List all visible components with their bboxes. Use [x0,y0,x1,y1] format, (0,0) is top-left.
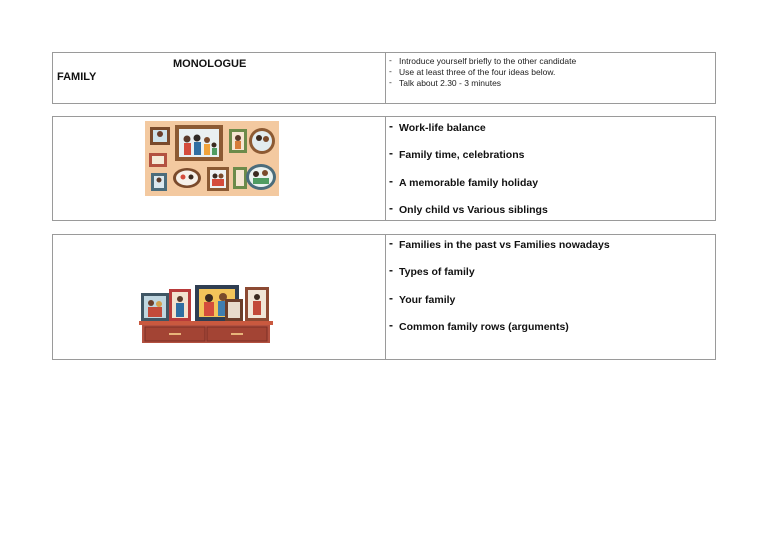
instructions-list [389,56,576,89]
idea-item: - Family time, celebrations [389,146,525,162]
bullet-dash: - [389,236,393,250]
monologue-title: MONOLOGUE [173,58,247,70]
idea-item: - Families in the past vs Families nowadays [389,236,610,251]
bullet-dash: - [389,290,393,305]
idea-item: - Types of family [389,263,475,279]
bullet-dash: - [389,77,392,87]
idea-item: - Common family rows (arguments) [389,317,569,333]
idea-item: - A memorable family holiday [389,173,539,189]
ideas-table-1 [52,116,716,221]
bullet-dash: - [389,317,393,332]
bullet-dash: - [389,146,393,161]
ideas-list-1 [389,119,548,231]
ideas-list-2 [389,236,610,348]
instruction-item: - Talk about 2.30 - 3 minutes [389,77,502,88]
bullet-dash: - [389,119,393,133]
bullet-dash: - [389,173,393,188]
idea-item: - Work-life balance [389,119,486,134]
intro-table [52,52,716,104]
bullet-dash: - [389,55,392,65]
column-divider [385,117,386,220]
bullet-dash: - [389,263,393,278]
column-divider [385,53,386,103]
column-divider [385,235,386,359]
bullet-dash: - [389,200,393,215]
bullet-dash: - [389,66,392,76]
idea-item: - Only child vs Various siblings [389,200,548,216]
family-photo-wall-image [145,121,279,196]
instruction-item: - Introduce yourself briefly to the other candidate [389,55,577,66]
instruction-item: - Use at least three of the four ideas below. [389,66,556,77]
idea-item: - Your family [389,290,456,306]
topic-label: FAMILY [57,71,97,83]
ideas-table-2 [52,234,716,360]
family-photos-on-dresser-image [139,285,273,345]
